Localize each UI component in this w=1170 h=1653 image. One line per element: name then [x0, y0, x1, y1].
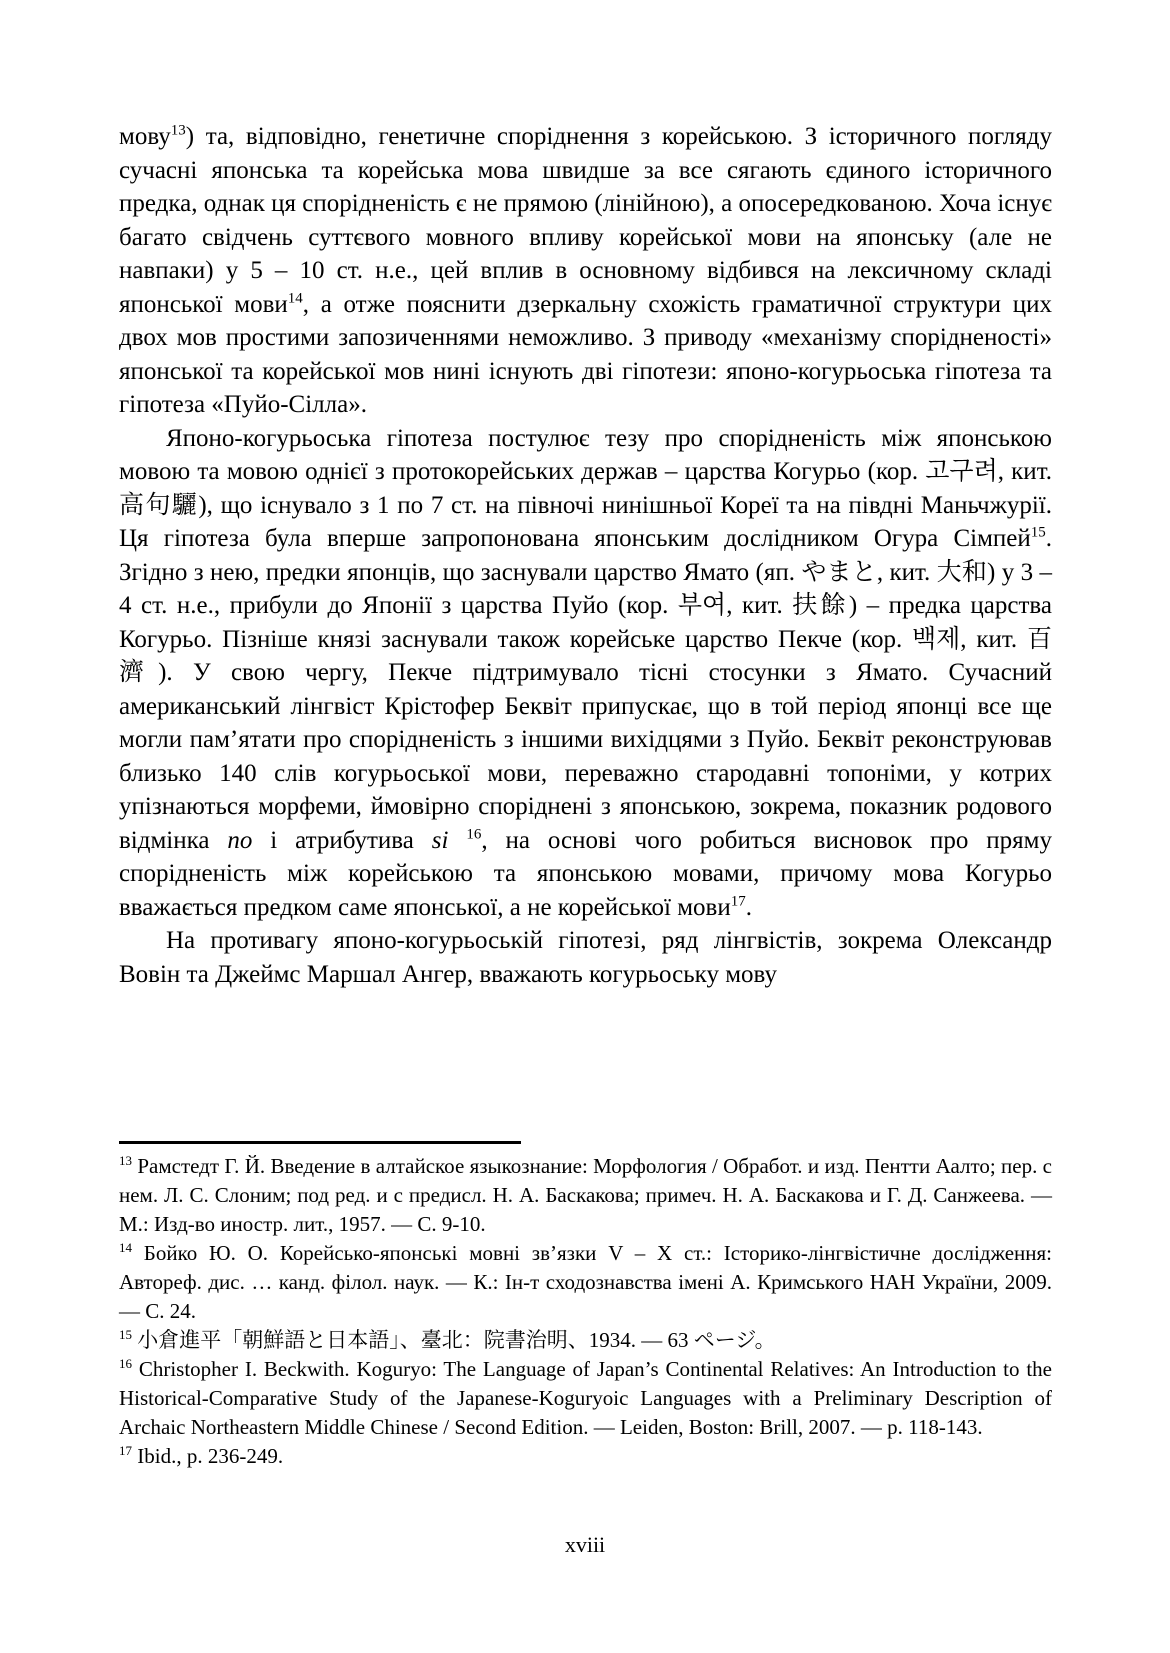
footnote-text: 小倉進平「朝鮮語と日本語」、臺北：院書治明、1934. — 63 ページ。: [132, 1328, 776, 1352]
text-run: [448, 827, 466, 854]
footnote-ref: 17: [730, 893, 746, 910]
text-run: ) та, відповідно, генетичне споріднення з корейською. З історичного погляду сучасні японська та корейська мова швидше за все сягають єдиного історичного предка, однак ця спорідненість є не прямою (лінійною), а опосередкованою. Хоча існує багато свідчень суттєвого мовного впливу корейської мови на японську (але не навпаки) у 5 – 10 ст. н.е., цей вплив в основному відбився на лексичному складі японської мови: [119, 123, 1052, 318]
footnote-separator: [119, 1141, 521, 1144]
footnote-ref: 16: [466, 826, 482, 843]
text-run: На противагу японо-когурьоській гіпотезі, ряд лінгвістів, зокрема Олександр Вовін та Джеймс Маршал Ангер, вважають когурьоську мову: [119, 927, 1052, 988]
footnote-ref: 15: [1030, 524, 1046, 541]
footnote-text: Ibid., p. 236-249.: [132, 1444, 284, 1468]
footnote-text: Бойко Ю. О. Корейсько-японські мовні зв’язки V – X ст.: Історико-лінгвістичне дослідження: Автореф. дис. … канд. філол. наук. — К.: Ін-т сходознавства імені А. Кримського НАН України, 2009. — С. 24.: [119, 1241, 1052, 1323]
text-run: і атрибутива: [252, 826, 432, 854]
text-run: . Згідно з нею, предки японців, що заснували царство Ямато (яп. やまと, кит. 大和) у 3 – 4 ст. н.е., прибули до Японії з царства Пуйо (кор. 부여, кит. 扶餘) – предка царства Когурьо. Пізніше князі заснували також корейське царство Пекче (кор. 백제, кит. 百濟). У свою чергу, Пекче підтримувало тісні стосунки з Ямато. Сучасний американський лінгвіст Крістофер Беквіт припускає, що в той період японці все ще могли пам’ятати про спорідненість з іншими вихідцями з Пуйо. Беквіт реконструював близько 140 слів когурьоської мови, переважно стародавні топоніми, у котрих упізнаються морфеми, ймовірно споріднені з японською, зокрема, показник родового відмінка: [119, 525, 1052, 854]
text-run: , на основі чого робиться висновок про пряму спорідненість між корейською та японською мовами, причому мова Когурьо вважається предком саме японської, а не корейської мови: [119, 826, 1053, 921]
footnotes: [119, 1152, 1052, 1471]
text-run: .: [745, 893, 752, 921]
text-run: мову: [119, 123, 171, 150]
footnote-ref: 14: [287, 290, 303, 307]
text-run: Японо-когурьоська гіпотеза постулює тезу про спорідненість між японською мовою та мовою однієї з протокорейських держав – царства Когурьо (кор. 고구려, кит. 高句驪), що існувало з 1 по 7 ст. на півночі нинішньої Кореї та на півдні Маньчжурії. Ця гіпотеза була вперше запропонована японським дослідником Огура Сімпей: [119, 424, 1052, 552]
italic-term: si: [431, 826, 449, 854]
footnote-number: 16: [119, 1356, 132, 1371]
footnote-number: 13: [119, 1153, 132, 1168]
footnote: [119, 1442, 1052, 1471]
paragraph: [119, 120, 1052, 422]
footnote: [119, 1326, 1052, 1355]
footnote: [119, 1355, 1052, 1442]
paragraph: [119, 422, 1052, 925]
footnote-number: 17: [119, 1443, 132, 1458]
paragraph: [119, 924, 1052, 991]
main-text: [119, 120, 1052, 991]
footnote-text: Рамстедт Г. Й. Введение в алтайское языкознание: Морфология / Обработ. и изд. Пентти Аалто; пер. с нем. Л. С. Слоним; под ред. и с предисл. Н. А. Баскакова; примеч. Н. А. Баскакова и Г. Д. Санжеева. — М.: Изд-во иностр. лит., 1957. — С. 9-10.: [119, 1154, 1052, 1236]
footnote-number: 15: [119, 1327, 132, 1342]
text-run: , а отже пояснити дзеркальну схожість граматичної структури цих двох мов простими запозиченнями неможливо. З приводу «механізму спорідненості» японської та корейської мов нині існують дві гіпотези: японо-когурьоська гіпотеза та гіпотеза «Пуйо-Сілла».: [119, 290, 1052, 418]
footnote-ref: 13: [170, 122, 186, 139]
footnote-number: 14: [119, 1240, 132, 1255]
footnote: [119, 1152, 1052, 1239]
footnote: [119, 1239, 1052, 1326]
footnote-text: Christopher I. Beckwith. Koguryo: The Language of Japan’s Continental Relatives: An Introduction to the Historical-Comparative Study of the Japanese-Koguryoic Languages with a Preliminary Description of Archaic Northeastern Middle Chinese / Second Edition. — Leiden, Boston: Brill, 2007. — p. 118-143.: [119, 1357, 1052, 1439]
italic-term: no: [227, 826, 253, 854]
page-number: xviii: [564, 1532, 606, 1557]
